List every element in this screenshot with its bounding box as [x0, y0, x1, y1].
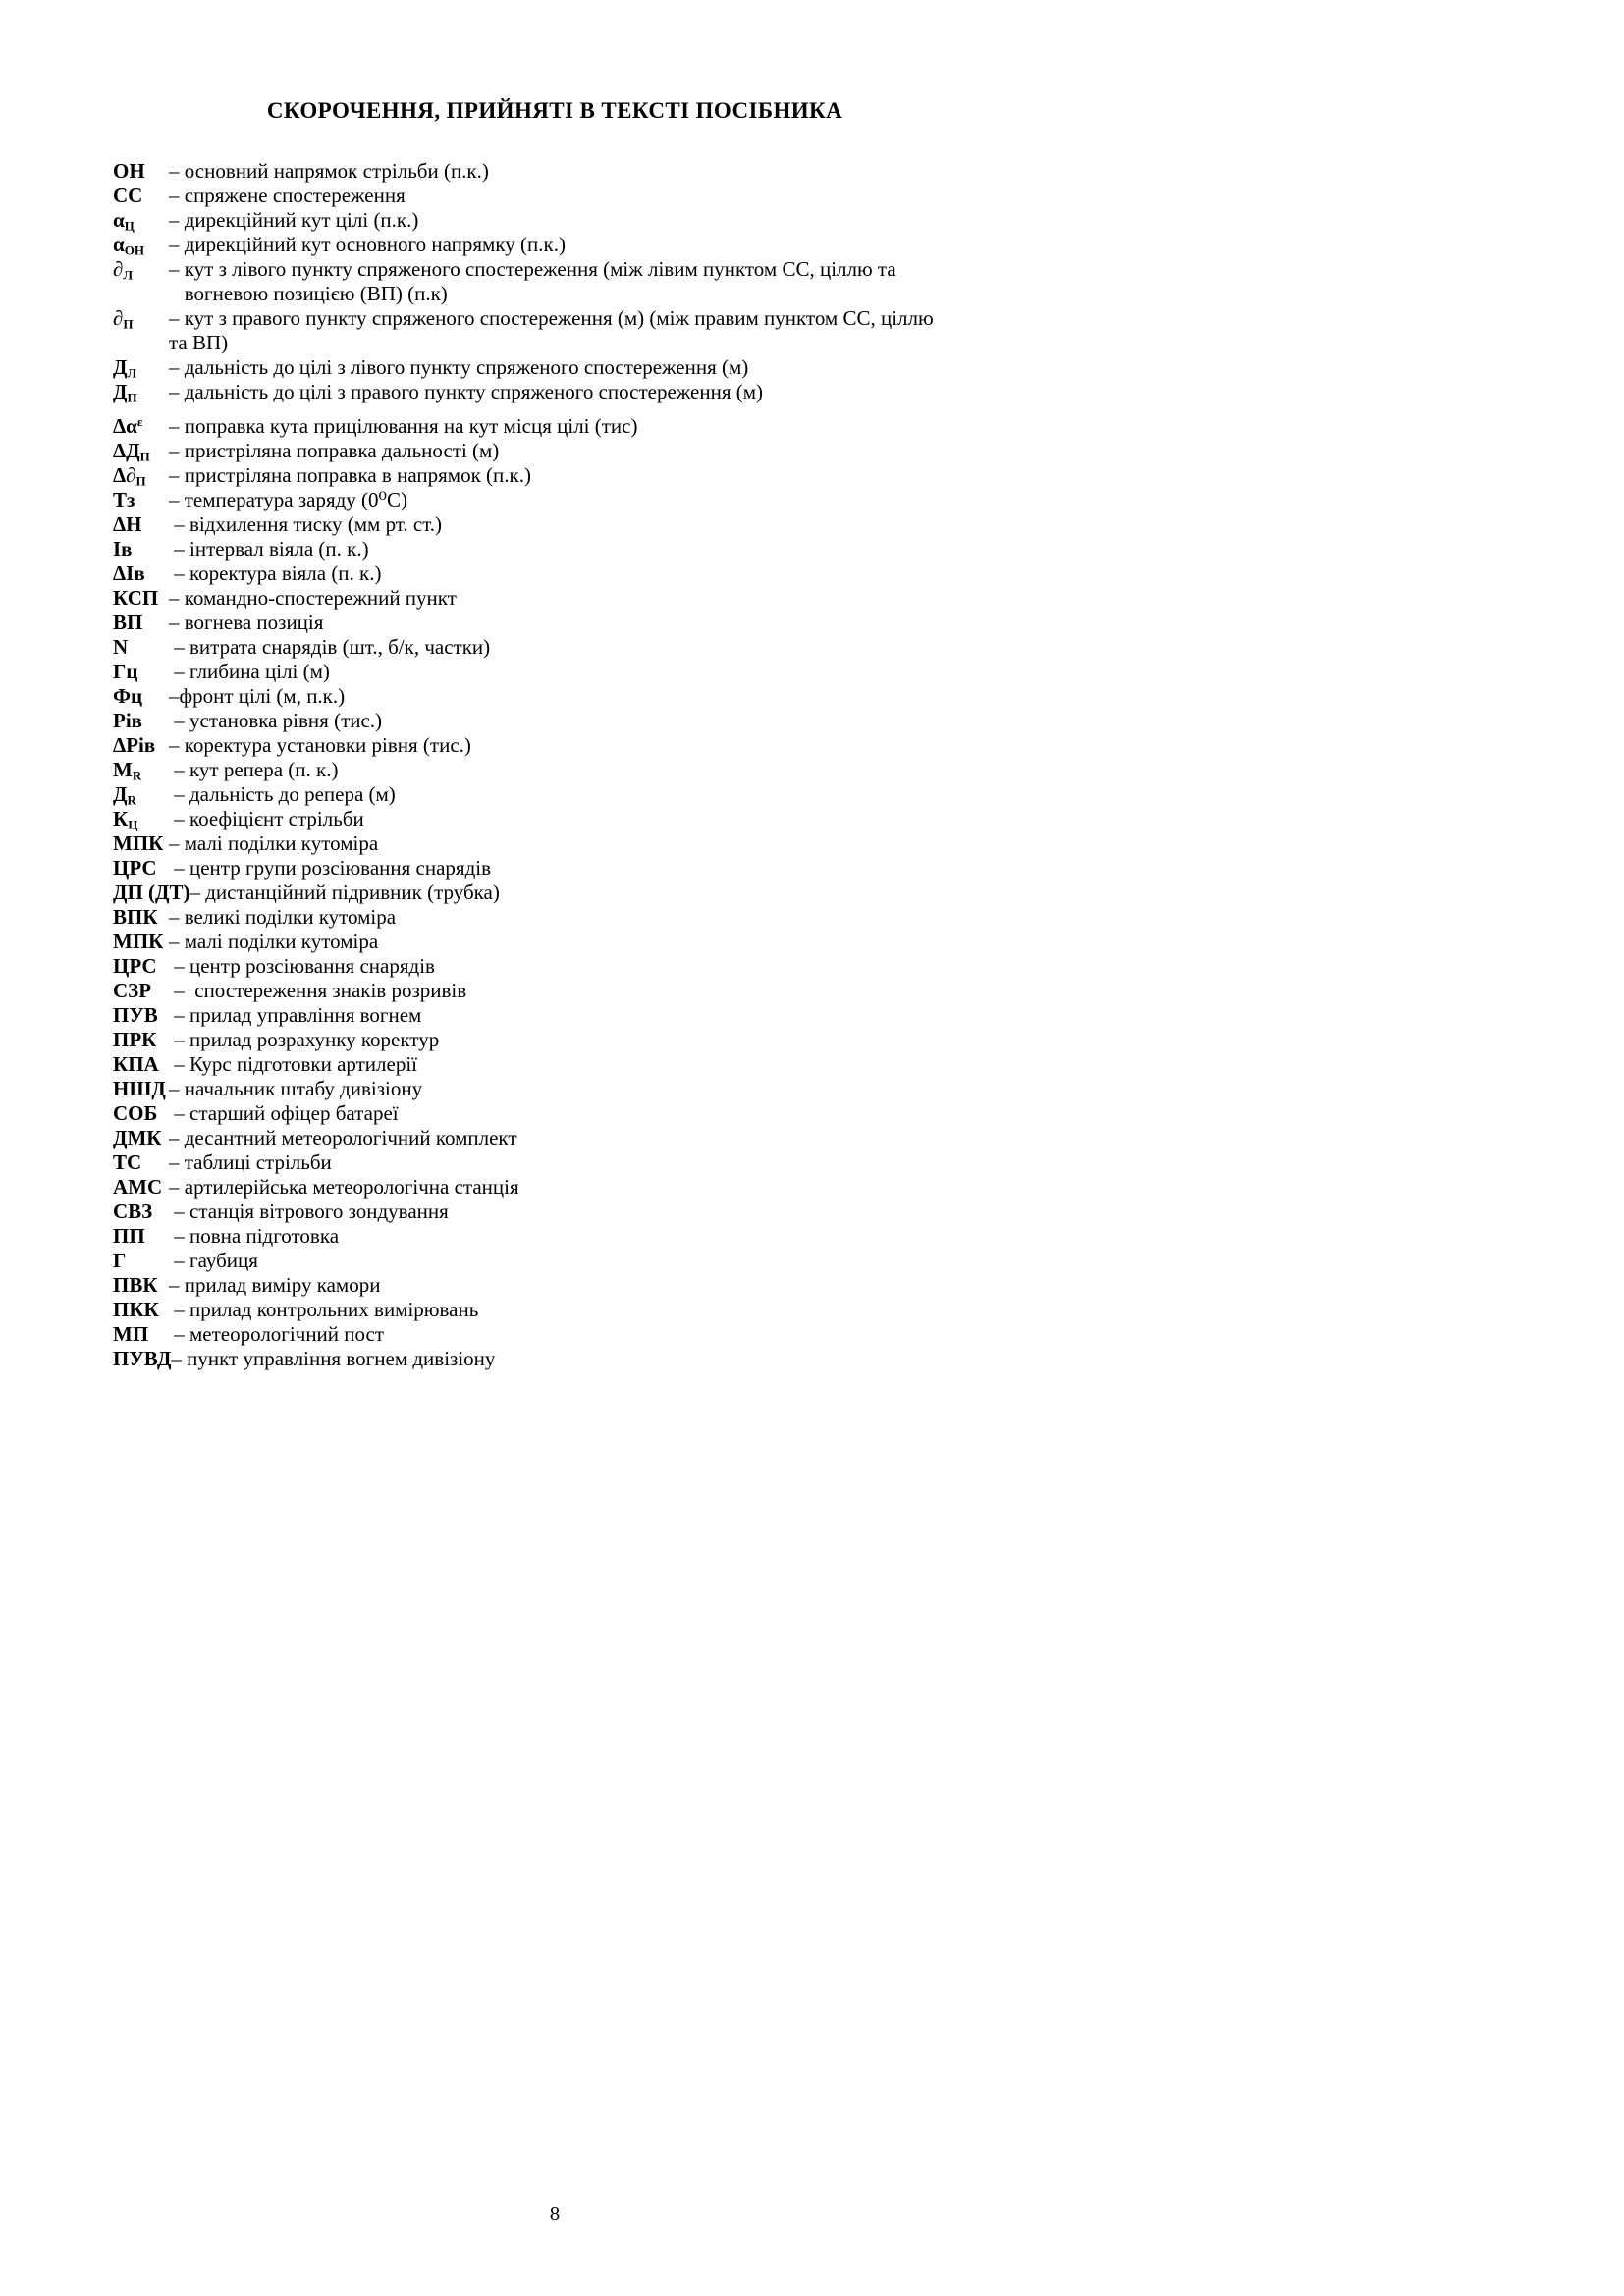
abbr-definition: – станція вітрового зондування	[169, 1200, 449, 1223]
abbr-definition: – метеорологічний пост	[169, 1322, 385, 1346]
abbr-entry	[113, 257, 997, 306]
abbr-definition: – Курс підготовки артилерії	[169, 1052, 418, 1076]
abbr-term: Ів	[113, 537, 133, 561]
abbr-definition: – коректура установки рівня (тис.)	[169, 733, 471, 757]
abbr-definition: – кут з лівого пункту спряженого спостереження (між лівим пунктом СС, ціллю та вогневою позицією (ВП) (п.к)	[169, 257, 896, 305]
abbr-definition: – десантний метеорологічний комплект	[169, 1126, 517, 1149]
abbr-definition: – дистанційний підривник (трубка)	[189, 881, 500, 904]
abbr-definition: – дальність до репера (м)	[169, 782, 396, 806]
abbr-definition: – дальність до цілі з лівого пункту спряженого спостереження (м)	[169, 355, 749, 379]
abbr-term: ОН	[113, 159, 145, 183]
abbr-term: $\Delta\partial_П$	[113, 463, 146, 489]
abbr-term: $\alpha_Ц$	[113, 208, 135, 234]
abbr-entry	[113, 1003, 997, 1028]
abbr-entry	[113, 881, 997, 905]
abbr-entry	[113, 782, 997, 807]
abbr-entry	[113, 733, 997, 758]
abbr-term: $\partial_П$	[113, 306, 134, 332]
abbr-entry	[113, 684, 997, 709]
abbr-entry	[113, 1101, 997, 1126]
abbr-term: МПК	[113, 831, 164, 855]
abbr-entry	[113, 1150, 997, 1175]
abbr-term: ЦРС	[113, 954, 157, 978]
abbr-definition: – центр розсіювання снарядів	[169, 954, 435, 978]
abbr-term: КПА	[113, 1052, 159, 1076]
abbr-entry	[113, 355, 997, 380]
abbr-entry	[113, 561, 997, 586]
abbr-definition: – командно-спостережний пункт	[169, 586, 457, 610]
abbr-definition: – спостереження знаків розривів	[169, 979, 467, 1002]
abbr-term: НШД	[113, 1077, 166, 1100]
abbr-entry	[113, 439, 997, 463]
abbr-term: КСП	[113, 586, 159, 610]
abbr-term: СЗР	[113, 979, 152, 1002]
abbr-entry	[113, 586, 997, 611]
abbr-term: $\Delta Д_П$	[113, 439, 150, 464]
abbr-definition: – інтервал віяла (п. к.)	[169, 537, 369, 561]
abbr-term: ΔН	[113, 512, 142, 536]
abbr-term: $\Delta\alpha^\varepsilon$	[113, 413, 143, 438]
abbr-term: ПУВ	[113, 1003, 158, 1027]
abbr-term: $\partial_Л$	[113, 257, 134, 283]
abbr-definition: –фронт цілі (м, п.к.)	[169, 684, 346, 708]
abbr-entry	[113, 463, 997, 488]
abbr-definition: – прилад управління вогнем	[169, 1003, 422, 1027]
abbr-term: ДП (ДТ)	[113, 881, 190, 904]
page-content	[113, 98, 997, 1371]
abbr-entry	[113, 159, 997, 184]
abbr-entry	[113, 233, 997, 257]
abbr-entry	[113, 660, 997, 684]
abbr-term: ПКК	[113, 1298, 159, 1321]
abbr-definition: – вогнева позиція	[169, 611, 324, 634]
abbr-entry	[113, 1126, 997, 1150]
abbr-entry	[113, 184, 997, 208]
abbr-term: ВП	[113, 611, 143, 634]
abbr-entry	[113, 488, 997, 512]
abbr-definition: – артилерійська метеорологічна станція	[169, 1175, 519, 1199]
abbr-term: ВПК	[113, 905, 158, 929]
abbr-entry	[113, 1322, 997, 1347]
abbr-term: Рів	[113, 709, 143, 732]
abbr-entry	[113, 905, 997, 930]
abbr-entry	[113, 856, 997, 881]
abbr-entry	[113, 306, 997, 355]
abbr-definition: – повна підготовка	[169, 1224, 340, 1248]
abbr-term: ПВК	[113, 1273, 158, 1297]
abbr-definition: – пристріляна поправка дальності (м)	[169, 439, 500, 462]
abbr-term: $К_Ц$	[113, 807, 138, 832]
abbr-entry	[113, 1175, 997, 1200]
abbr-entry	[113, 537, 997, 561]
abbr-term: Г	[113, 1249, 127, 1272]
abbr-term: ДМК	[113, 1126, 162, 1149]
abbr-definition: – прилад розрахунку коректур	[169, 1028, 440, 1051]
abbr-entry	[113, 758, 997, 782]
abbr-entry	[113, 1077, 997, 1101]
abbr-entry	[113, 1200, 997, 1224]
abbr-term: ΔІв	[113, 561, 145, 585]
abbr-term: СС	[113, 184, 143, 207]
abbr-definition: – гаубиця	[169, 1249, 258, 1272]
abbr-definition: – коефіцієнт стрільби	[169, 807, 364, 830]
abbr-term: $Д_Л$	[113, 355, 137, 381]
abbr-entry	[113, 380, 997, 404]
abbr-definition: – кут з правого пункту спряженого спостереження (м) (між правим пунктом СС, ціллю та ВП)	[169, 306, 934, 354]
abbr-definition: – старший офіцер батареї	[169, 1101, 399, 1125]
abbr-definition: – дальність до цілі з правого пункту спряженого спостереження (м)	[169, 380, 764, 403]
abbr-definition: – дирекційний кут цілі (п.к.)	[169, 208, 419, 232]
abbr-term: ЦРС	[113, 856, 157, 880]
abbr-term: $М_R$	[113, 758, 142, 783]
abbr-definition: – відхилення тиску (мм рт. ст.)	[169, 512, 443, 536]
abbr-definition: – кут репера (п. к.)	[169, 758, 339, 781]
abbr-definition: – центр групи розсіювання снарядів	[169, 856, 492, 880]
abbr-definition: – малі поділки кутоміра	[169, 930, 379, 953]
abbr-term: АМС	[113, 1175, 163, 1199]
abbr-term: N	[113, 635, 129, 659]
page-number: 8	[549, 2202, 561, 2225]
abbr-entry	[113, 709, 997, 733]
abbr-term: МПК	[113, 930, 164, 953]
abbr-definition: – температура заряду (0⁰С)	[169, 488, 407, 511]
abbr-term: ПРК	[113, 1028, 157, 1051]
abbr-entry	[113, 1249, 997, 1273]
abbr-term: $\alpha_{ОН}$	[113, 233, 144, 258]
abbr-definition: – дирекційний кут основного напрямку (п.к.)	[169, 233, 566, 256]
page-title: СКОРОЧЕННЯ, ПРИЙНЯТІ В ТЕКСТІ ПОСІБНИКА	[266, 98, 843, 123]
abbr-term: $Д_П$	[113, 380, 137, 405]
abbr-entry	[113, 1224, 997, 1249]
abbr-entry	[113, 831, 997, 856]
abbr-entry	[113, 635, 997, 660]
abbr-definition: – основний напрямок стрільби (п.к.)	[169, 159, 489, 183]
abbr-term: ТС	[113, 1150, 142, 1174]
abbr-definition: – таблиці стрільби	[169, 1150, 332, 1174]
abbr-term: СВЗ	[113, 1200, 153, 1223]
abbr-term: ΔРів	[113, 733, 156, 757]
abbr-definition: – глибина цілі (м)	[169, 660, 330, 683]
abbr-term: СОБ	[113, 1101, 158, 1125]
abbr-entry	[113, 1347, 997, 1371]
abbr-term: Гц	[113, 660, 138, 683]
abbr-entry	[113, 807, 997, 831]
abbr-entry	[113, 954, 997, 979]
abbr-entry	[113, 1298, 997, 1322]
abbreviation-list	[113, 159, 997, 1371]
abbr-entry	[113, 1052, 997, 1077]
abbr-term: МП	[113, 1322, 149, 1346]
abbr-entry	[113, 1273, 997, 1298]
abbr-entry	[113, 512, 997, 537]
abbr-definition: – витрата снарядів (шт., б/к, частки)	[169, 635, 491, 659]
abbr-entry	[113, 979, 997, 1003]
abbr-definition: – поправка кута прицілювання на кут місця цілі (тис)	[169, 414, 638, 438]
abbr-definition: – пункт управління вогнем дивізіону	[171, 1347, 496, 1370]
abbr-term: Тз	[113, 488, 135, 511]
abbr-term: $Д_R$	[113, 782, 136, 808]
abbr-entry	[113, 414, 997, 439]
abbr-definition: – великі поділки кутоміра	[169, 905, 397, 929]
abbr-definition: – начальник штабу дивізіону	[169, 1077, 423, 1100]
abbr-entry	[113, 930, 997, 954]
abbr-entry	[113, 208, 997, 233]
abbr-definition: – установка рівня (тис.)	[169, 709, 383, 732]
abbr-term: ПП	[113, 1224, 145, 1248]
abbr-entry	[113, 1028, 997, 1052]
abbr-term: Фц	[113, 684, 143, 708]
abbr-definition: – прилад контрольних вимірювань	[169, 1298, 479, 1321]
abbr-entry	[113, 611, 997, 635]
abbr-term: ПУВД	[113, 1347, 172, 1370]
abbr-definition: – пристріляна поправка в напрямок (п.к.)	[169, 463, 531, 487]
abbr-definition: – прилад виміру камори	[169, 1273, 381, 1297]
abbr-definition: – спряжене спостереження	[169, 184, 406, 207]
abbr-definition: – малі поділки кутоміра	[169, 831, 379, 855]
abbr-definition: – коректура віяла (п. к.)	[169, 561, 382, 585]
